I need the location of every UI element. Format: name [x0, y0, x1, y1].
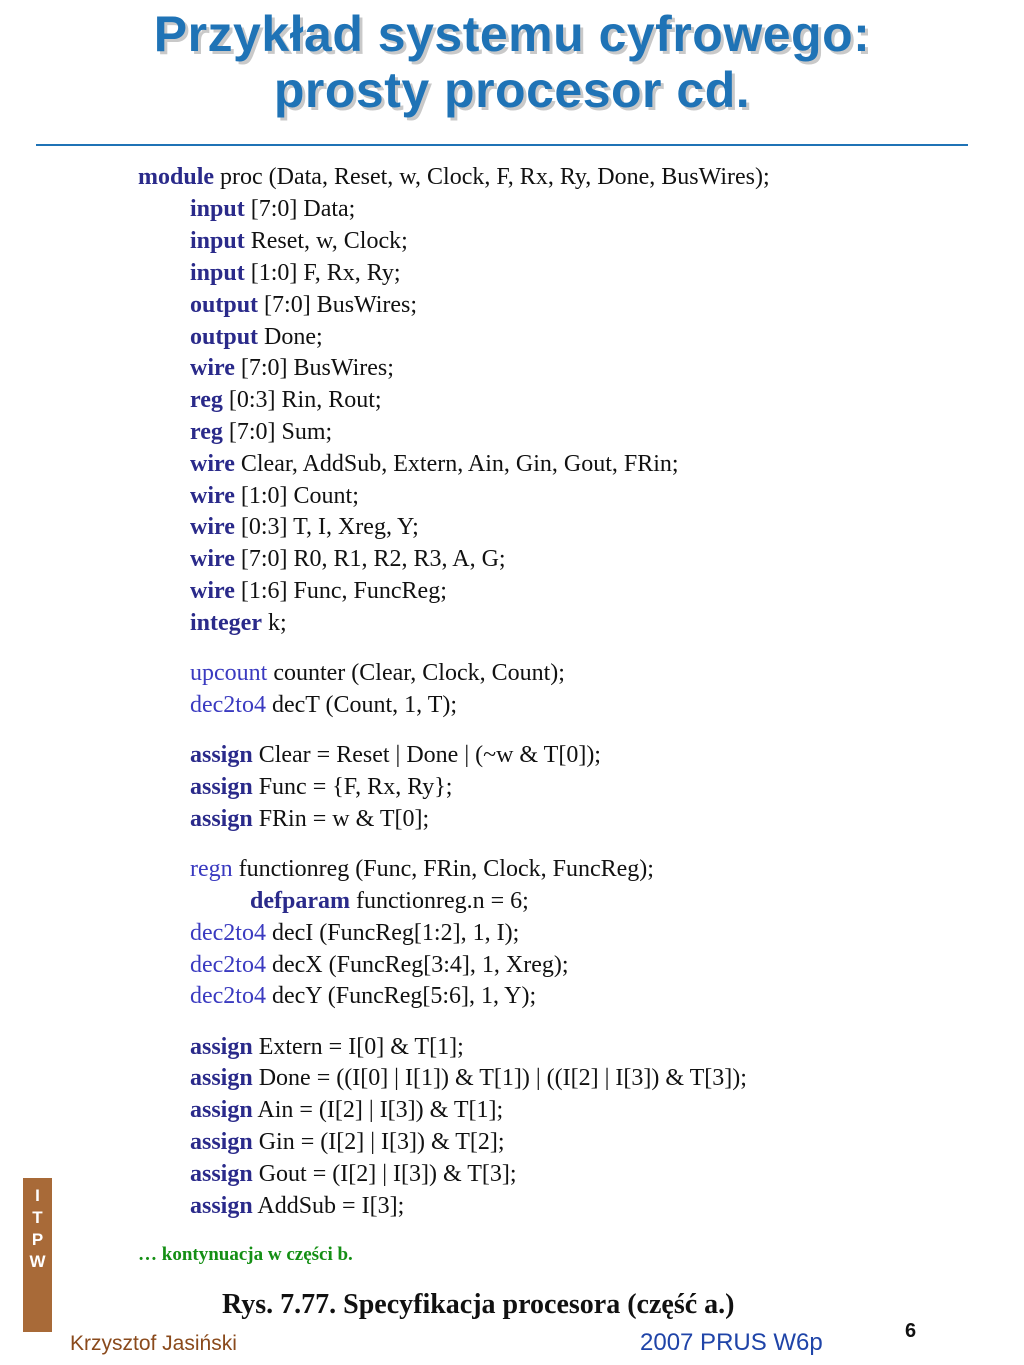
- code-text: FRin = w & T[0];: [252, 806, 430, 832]
- sidebar-letter: W: [29, 1252, 46, 1271]
- code-keyword: wire: [190, 451, 235, 477]
- code-line: [138, 161, 770, 193]
- code-line: [190, 853, 654, 885]
- code-text: decX (FuncReg[3:4], 1, Xreg);: [265, 952, 569, 978]
- code-line: [190, 575, 447, 607]
- code-keyword: assign: [190, 1129, 253, 1155]
- code-text: counter (Clear, Clock, Count);: [267, 660, 565, 686]
- itpw-sidebar-logo: [23, 1178, 52, 1332]
- code-line: [190, 321, 323, 353]
- code-line: [190, 257, 401, 289]
- code-line: [190, 1158, 517, 1190]
- code-module-name: dec2to4: [190, 983, 266, 1009]
- code-keyword: wire: [190, 483, 235, 509]
- code-line: [190, 657, 565, 689]
- code-keyword: assign: [190, 806, 253, 832]
- code-text: [1:0] Count;: [234, 483, 359, 509]
- code-keyword: reg: [190, 419, 223, 445]
- code-keyword: input: [190, 260, 245, 286]
- code-line: [190, 803, 429, 835]
- code-text: decY (FuncReg[5:6], 1, Y);: [265, 983, 537, 1009]
- code-text: [1:0] F, Rx, Ry;: [244, 260, 401, 286]
- code-line: [250, 885, 529, 917]
- code-line: [190, 771, 452, 803]
- code-keyword: input: [190, 228, 245, 254]
- code-keyword: wire: [190, 578, 235, 604]
- code-line: [190, 511, 419, 543]
- code-keyword: input: [190, 196, 245, 222]
- code-line: [190, 1031, 464, 1063]
- code-line: [190, 193, 355, 225]
- code-module-name: dec2to4: [190, 692, 266, 718]
- code-line: [190, 289, 417, 321]
- code-text: Reset, w, Clock;: [244, 228, 408, 254]
- code-keyword: assign: [190, 742, 253, 768]
- code-keyword: assign: [190, 1065, 253, 1091]
- code-text: k;: [261, 610, 287, 636]
- continuation-note: … kontynuacja w części b.: [138, 1244, 353, 1265]
- code-line: [190, 607, 287, 639]
- code-line: [190, 480, 359, 512]
- code-text: [7:0] R0, R1, R2, R3, A, G;: [234, 546, 506, 572]
- sidebar-letter: T: [32, 1208, 43, 1227]
- code-text: [7:0] Data;: [244, 196, 356, 222]
- code-text: decI (FuncReg[1:2], 1, I);: [265, 920, 520, 946]
- title-divider: [36, 144, 968, 146]
- figure-caption: Rys. 7.77. Specyfikacja procesora (część a.): [222, 1289, 735, 1320]
- code-text: [7:0] BusWires;: [234, 355, 394, 381]
- footer-course: 2007 PRUS W6p: [640, 1329, 823, 1356]
- code-keyword: wire: [190, 546, 235, 572]
- code-text: [1:6] Func, FuncReg;: [234, 578, 447, 604]
- code-text: [7:0] Sum;: [222, 419, 333, 445]
- code-line: [190, 416, 332, 448]
- code-line: [190, 980, 536, 1012]
- code-keyword: assign: [190, 1034, 253, 1060]
- code-keyword: output: [190, 292, 259, 318]
- code-text: functionreg.n = 6;: [349, 888, 529, 914]
- code-text: [7:0] BusWires;: [258, 292, 418, 318]
- code-text: Gin = (I[2] | I[3]) & T[2];: [252, 1129, 505, 1155]
- code-keyword: output: [190, 324, 259, 350]
- code-line: [190, 1062, 747, 1094]
- code-line: [190, 739, 601, 771]
- code-line: [190, 352, 394, 384]
- title-line-1: Przykład systemu cyfrowego:: [153, 6, 871, 62]
- code-text: Done = ((I[0] | I[1]) & T[1]) | ((I[2] | I[3]) & T[3]);: [252, 1065, 747, 1091]
- code-text: Clear = Reset | Done | (~w & T[0]);: [252, 742, 601, 768]
- code-line: [190, 448, 679, 480]
- code-keyword: reg: [190, 387, 223, 413]
- code-line: [190, 1094, 503, 1126]
- code-text: functionreg (Func, FRin, Clock, FuncReg);: [232, 856, 654, 882]
- code-module-name: dec2to4: [190, 920, 266, 946]
- code-line: [190, 1126, 505, 1158]
- code-line: [190, 917, 519, 949]
- code-text: decT (Count, 1, T);: [265, 692, 458, 718]
- code-text: [0:3] Rin, Rout;: [222, 387, 382, 413]
- code-line: [190, 384, 382, 416]
- code-module-name: regn: [190, 856, 233, 882]
- code-text: Clear, AddSub, Extern, Ain, Gin, Gout, FRin;: [234, 451, 679, 477]
- code-line: [190, 1190, 404, 1222]
- code-module-name: dec2to4: [190, 952, 266, 978]
- code-keyword: assign: [190, 1161, 253, 1187]
- sidebar-letter: I: [35, 1186, 40, 1205]
- code-keyword: assign: [190, 774, 253, 800]
- title-line-2: prosty procesor cd.: [273, 62, 751, 118]
- code-text: AddSub = I[3];: [252, 1193, 405, 1219]
- code-text: Func = {F, Rx, Ry};: [252, 774, 453, 800]
- code-keyword: wire: [190, 355, 235, 381]
- code-keyword: assign: [190, 1097, 253, 1123]
- footer-author: Krzysztof Jasiński: [70, 1332, 237, 1355]
- code-keyword: wire: [190, 514, 235, 540]
- code-text: proc (Data, Reset, w, Clock, F, Rx, Ry, Done, BusWires);: [214, 164, 770, 190]
- page-number: 6: [905, 1320, 917, 1342]
- code-line: [190, 949, 569, 981]
- code-text: Ain = (I[2] | I[3]) & T[1];: [252, 1097, 504, 1123]
- code-module-name: upcount: [190, 660, 268, 686]
- code-line: [190, 225, 408, 257]
- code-line: [190, 543, 506, 575]
- code-keyword: defparam: [250, 888, 350, 914]
- code-line: [190, 689, 457, 721]
- sidebar-letter: P: [31, 1230, 44, 1249]
- code-text: [0:3] T, I, Xreg, Y;: [234, 514, 419, 540]
- code-keyword: module: [138, 164, 215, 190]
- slide-title: [0, 6, 1024, 118]
- code-text: Extern = I[0] & T[1];: [252, 1034, 464, 1060]
- code-text: Done;: [258, 324, 323, 350]
- code-keyword: assign: [190, 1193, 253, 1219]
- code-keyword: integer: [190, 610, 262, 636]
- code-text: Gout = (I[2] | I[3]) & T[3];: [252, 1161, 517, 1187]
